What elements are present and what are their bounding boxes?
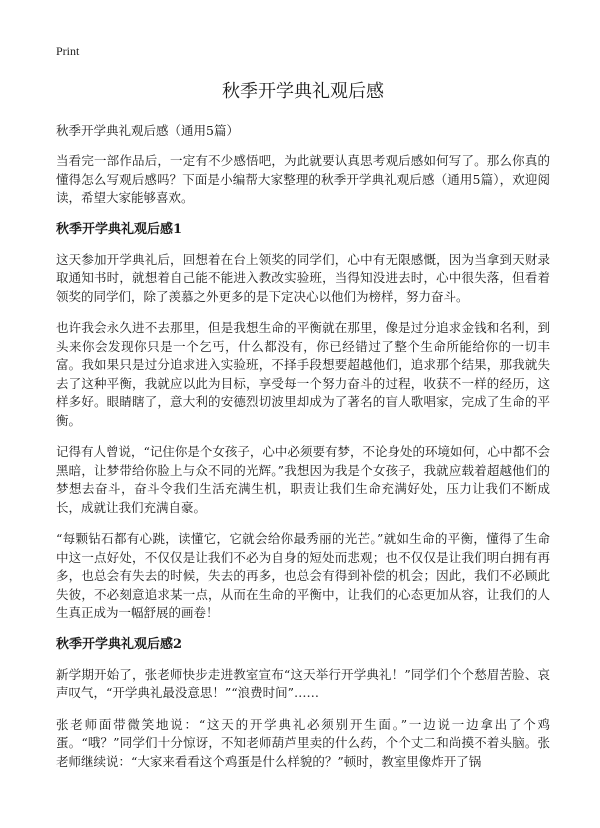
section-1-paragraph-2: 也许我会永久进不去那里，但是我想生命的平衡就在那里，像是过分追求金钱和名利，到头来你会发现你只是一个乞丐，什么都没有，你已经错过了整个生命所能给你的一切丰富。我如果只是过分追求进入实验班，不择手段想要超越他们，追求那个结果，那我就失去了这种平衡，我就应以此为目标，享受每一个努力奋斗的过程，收获不一样的经历，这样多好。眼睛瞎了，意大利的安德烈切波里却成为了著名的盲人歌唱家，完成了生命的平衡。 xyxy=(56,320,550,428)
section-1-paragraph-4: “每颗钻石都有心跳，读懂它，它就会给你最秀丽的光芒。”就如生命的平衡，懂得了生命中这一点好处，不仅仅是让我们不必为自身的短处而悲观；也不仅仅是让我们明白拥有再多，也总会有失去的时候，失去的再多，也总会有得到补偿的机会；因此，我们不必顾此失彼，不必刻意追求某一点，从而在生命的平衡中，让我们的心态更加从容，让我们的人生真正成为一幅舒展的画卷！ xyxy=(56,531,550,620)
intro-paragraph: 当看完一部作品后，一定有不少感悟吧，为此就要认真思考观后感如何写了。那么你真的懂得怎么写观后感吗？下面是小编帮大家整理的秋季开学典礼观后感（通用5篇），欢迎阅读，希望大家能够喜欢。 xyxy=(56,153,550,205)
section-1-paragraph-3: 记得有人曾说，“记住你是个女孩子，心中必须要有梦，不论身处的环境如何，心中都不会黑暗，让梦带给你脸上与众不同的光辉。”我想因为我是个女孩子，我就应载着超越他们的梦想去奋斗，奋斗令我们生活充满生机，职责让我们生命充满好处，压力让我们不断成长，成就让我们充满自豪。 xyxy=(56,444,550,515)
section-heading-1: 秋季开学典礼观后感1 xyxy=(56,221,183,237)
section-2-paragraph-2: 张老师面带微笑地说：“这天的开学典礼必须别开生面。”一边说一边拿出了个鸡蛋。“哦？”同学们十分惊讶，不知老师葫芦里卖的什么药，个个丈二和尚摸不着头脑。张老师继续说：“大家来看看这个鸡蛋是什么样貌的？”顿时，教室里像炸开了锅 xyxy=(56,716,550,769)
print-link[interactable]: Print xyxy=(56,44,80,58)
document-body xyxy=(56,122,550,784)
page-title: 秋季开学典礼观后感 xyxy=(222,81,384,102)
section-2-paragraph-1: 新学期开始了，张老师快步走进教室宣布“这天举行开学典礼！”同学们个个愁眉苦脸、哀声叹气，“开学典礼最没意思！”“浪费时间”…… xyxy=(56,666,550,700)
section-heading-2: 秋季开学典礼观后感2 xyxy=(56,636,183,652)
document-subtitle: 秋季开学典礼观后感（通用5篇） xyxy=(56,123,239,138)
section-1-paragraph-1: 这天参加开学典礼后，回想着在台上领奖的同学们，心中有无限感慨，因为当拿到天财录取通知书时，就想着自己能不能进入教改实验班，当得知没进去时，心中很失落，但看着领奖的同学们，除了羡慕之外更多的是下定决心以他们为榜样，努力奋斗。 xyxy=(56,251,550,304)
